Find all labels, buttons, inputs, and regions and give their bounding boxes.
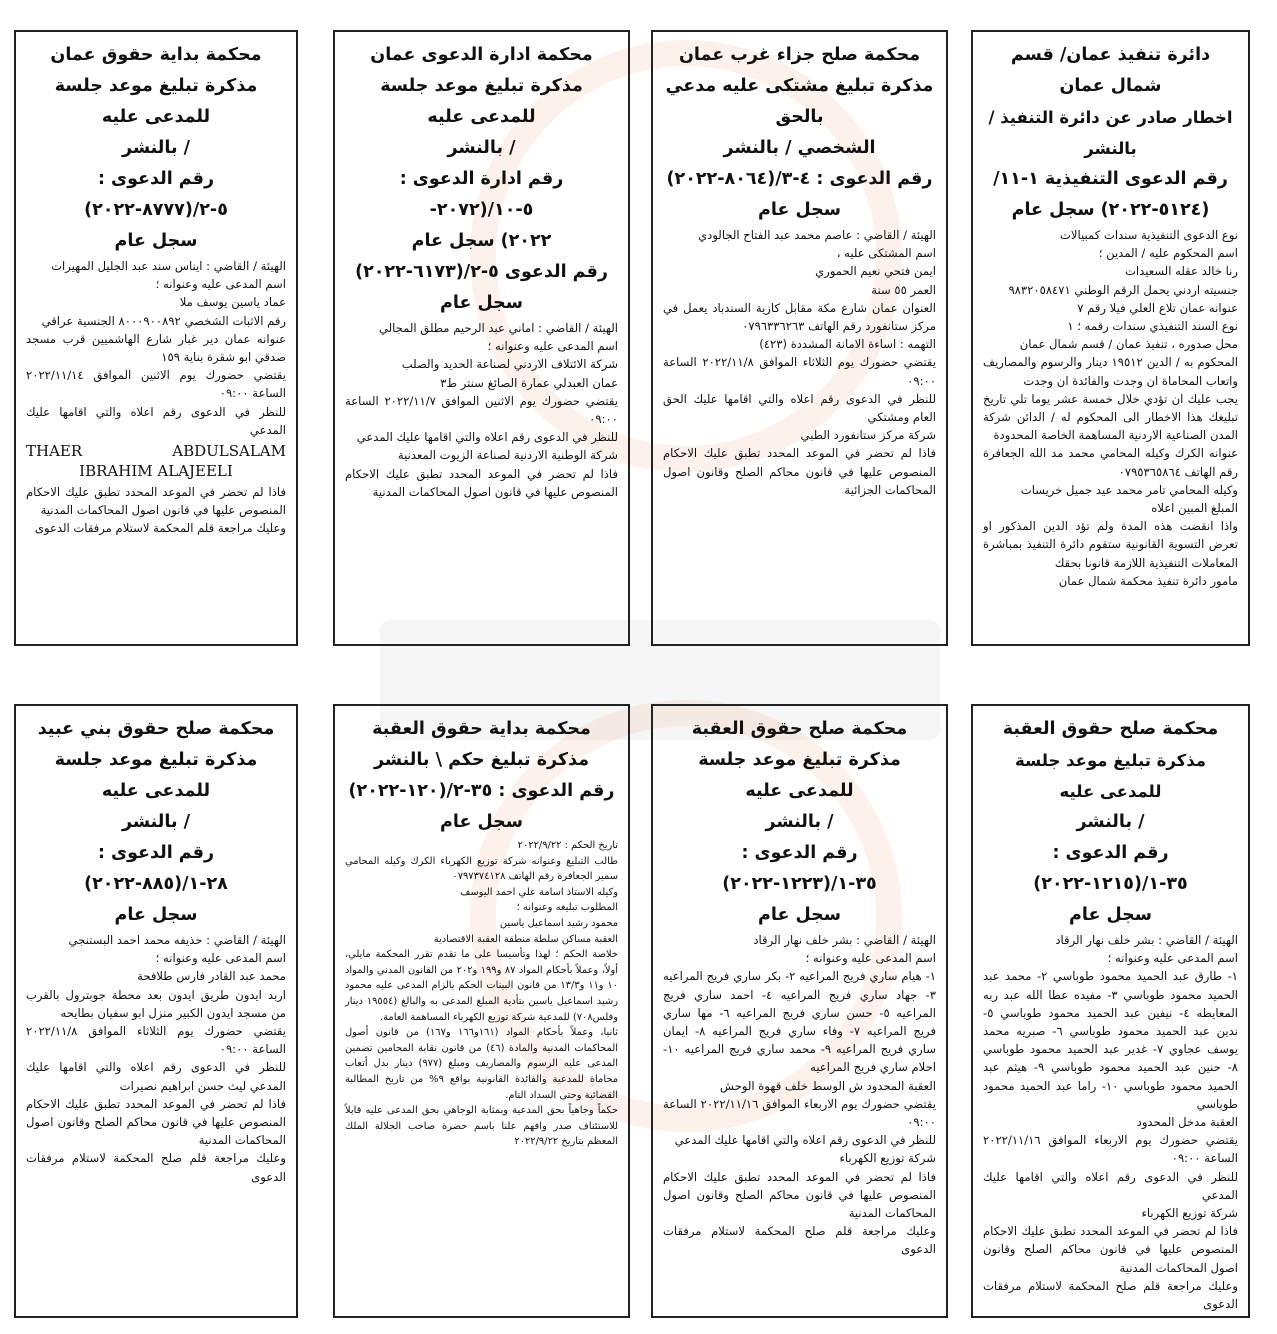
notice-heading: / بالنشر: [447, 138, 516, 158]
latin-name-part: ABDULSALAM: [172, 442, 286, 461]
notice-heading: مذكرة تبليغ حكم \ بالنشر: [373, 750, 590, 770]
notice-text: عنوانه عمان تلاع العلي فيلا رقم ٧: [1077, 300, 1238, 315]
notice-text: العمر ٥٥ سنة: [871, 282, 936, 297]
notice-heading: محكمة بداية حقوق العقبة: [372, 719, 591, 739]
notice-heading: مذكرة تبليغ موعد جلسة للمدعى عليه: [698, 750, 901, 801]
notice-text: فاذا لم تحضر في الموعد المحدد تطبق عليك الاحكام المنصوص عليها في قانون محاكم الصلح وقانون اصول المحاكمات المدنية: [26, 1096, 286, 1148]
notice-heading: / بالنشر: [121, 812, 191, 832]
notice-text: فاذا لم تحضر في الموعد المحدد تطبق عليك الاحكام المنصوص عليها في قانون محاكم الصلح وقانون اصول المحاكمات الجزائية: [663, 446, 936, 497]
notice-heading: رقم الدعوى ٥-٢/(٦١٧٣-٢٠٢٢): [355, 262, 608, 282]
notice-text: رنا خالد عقله السعيدات: [1125, 264, 1238, 279]
notice-text: للنظر في الدعوى رقم اعلاه والتي اقامها عليك المدعي: [983, 1169, 1238, 1202]
notice-heading: مذكرة تبليغ موعد جلسة للمدعى عليه: [54, 750, 258, 801]
notice-text: اسم المحكوم عليه / المدين ؛: [1098, 246, 1238, 261]
notice-heading: اخطار صادر عن دائرة التنفيذ / بالنشر: [988, 108, 1233, 158]
notice-text: وعليك مراجعة قلم صلح المحكمة لاستلام مرفقات الدعوى: [663, 1224, 936, 1257]
notice-heading: رقم الدعوى : ٣٥-١/(١٢١٥-٢٠٢٢): [1033, 843, 1188, 894]
notice-text: محمد عبد القادر فارس طلافحة: [137, 969, 286, 984]
notice-text: الهيئة / القاضي : بشر خلف نهار الرقاد: [753, 933, 936, 947]
notice-heading: رقم الدعوى : ٤-٣/(٨٠٦٤-٢٠٢٢): [666, 169, 933, 189]
notice-text: وعليك مراجعة قلم المحكمة لاستلام مرفقات الدعوى: [34, 521, 286, 536]
notice-text: العقبة مساكن سلطة منطقة العقبة الاقتصادية: [433, 933, 618, 945]
notice-text: يقتضي حضورك يوم الثلاثاء الموافق ٢٠٢٢/١١/٨ الساعة ٠٩:٠٠: [26, 1024, 286, 1057]
notice-text: للنظر في الدعوى رقم اعلاه والتي اقامها عليك المدعي: [356, 430, 618, 445]
notice-text: وعليك مراجعة قلم صلح المحكمة لاستلام مرفقات الدعوى: [983, 1278, 1238, 1312]
notice-text: حكماً وجاهياً بحق المدعية وبمثابة الوجاهي بحق المدعى عليه قابلاً للاستئناف صدر وافهم علنا باسم حضرة صاحب الجلالة الملك المعظم بتاريخ ٢٠٢٢/٩/٢٢: [345, 1105, 618, 1148]
notice-text: واذا انقضت هذه المدة ولم تؤد الدين المذكور او تعرض التسوية القانونية ستقوم دائرة التنفيذ بمباشرة المعاملات التنفيذية اللازمة قانونا بحقك: [983, 519, 1238, 570]
notice-aqaba-magistrate-1215: [971, 704, 1250, 1318]
notice-text: الهيئة / القاضي : ايناس سند عبد الجليل المهيرات: [51, 259, 286, 273]
notice-heading: الشخصي / بالنشر: [723, 138, 876, 158]
notice-heading: سجل عام: [440, 293, 523, 313]
notice-text: عماد ياسين يوسف ملا: [179, 295, 286, 310]
notice-text: رقم الاثبات الشخصي ٨٠٠٠٩٠٠٨٩٢ الجنسية عراقي: [41, 313, 286, 328]
notice-heading: سجل عام: [758, 200, 841, 220]
notice-text: عمان العبدلي عمارة الصائغ سنتر ط٣: [440, 375, 618, 390]
notice-amman-case-management: [333, 30, 630, 646]
notice-heading: مذكرة تبليغ موعد جلسة للمدعى عليه: [54, 76, 258, 127]
notice-text: وكيله الاستاذ اسامة علي احمد اليوسف: [460, 886, 618, 898]
notice-heading: سجل عام: [440, 812, 523, 832]
notice-text: للنظر في الدعوى رقم اعلاه والتي اقامها عليك المدعي ليث حسن ابراهيم نصيرات: [26, 1060, 286, 1093]
notice-text: نوع الدعوى التنفيذية سندات كمبيالات: [1059, 228, 1238, 242]
notice-amman-execution: [971, 30, 1250, 646]
notice-text: يقتضي حضورك يوم الاثنين الموافق ٢٠٢٢/١١/١٤ الساعة ٠٩:٠٠: [26, 368, 286, 401]
notice-text: يقتضي حضورك يوم الاثنين الموافق ٢٠٢٢/١١/٧ الساعة ٠٩:٠٠: [345, 393, 618, 427]
notice-heading: رقم الدعوى التنفيذية ١-١١/: [993, 169, 1228, 189]
notice-text: وكيله المحامي تامر محمد عيد جميل خريسات: [1020, 482, 1238, 497]
notice-text: الهيئة / القاضي : اماني عبد الرحيم مطلق المجالي: [378, 321, 618, 335]
notice-text: يجب عليك ان تؤدي خلال خمسة عشر يوما تلي تاريخ تبليغك هذا الاخطار الى المحكوم له / الدائن شركة المدن الصناعية الاردنية المساهمة الخاصة المحدودة: [983, 391, 1238, 443]
notice-heading: مذكرة تبليغ موعد جلسة للمدعى عليه: [1014, 751, 1207, 801]
notice-aqaba-magistrate-1223: [651, 704, 948, 1318]
notice-text: يقتضي حضورك يوم الثلاثاء الموافق ٢٠٢٢/١١/٨ الساعة ٠٩:٠٠: [663, 355, 936, 388]
notice-text: فاذا لم تحضر في الموعد المحدد تطبق عليك الاحكام المنصوص عليها في قانون اصول المحاكمات المدنية: [26, 485, 286, 518]
notice-text: اسم المدعى عليه وعنوانه ؛: [155, 951, 286, 966]
notice-text: عنوانه الكرك وكيله المحامي محمد مد الله الجعافرة رقم الهاتف ٠٧٩٥٣٦٥٨٦٤: [983, 446, 1238, 479]
notice-text: اسم المدعى عليه وعنوانه ؛: [805, 951, 936, 966]
notice-text: شركة الوطنية الاردنية لصناعة الزيوت المعدنية: [397, 448, 618, 463]
notice-text: التهمه : اساءة الامانة المشددة (٤٢٣): [759, 337, 936, 352]
notice-heading: محكمة بداية حقوق عمان: [50, 45, 262, 65]
notice-bani-obeid-magistrate: [14, 704, 298, 1318]
notice-heading: محكمة صلح حقوق بني عبيد: [37, 719, 275, 739]
notice-text: الهيئة / القاضي : بشر خلف نهار الرقاد: [1055, 933, 1238, 947]
notice-text: اسم المشتكى عليه ،: [836, 246, 936, 261]
notice-text: للنظر في الدعوى رقم اعلاه والتي اقامها عليك المدعي: [674, 1133, 936, 1148]
latin-name-part: THAER: [26, 442, 83, 461]
notice-text: يقتضي حضورك يوم الاربعاء الموافق ٢٠٢٢/١١/١٦ الساعة ٠٩:٠٠: [983, 1133, 1238, 1166]
notice-heading: رقم الدعوى : ٢٨-١/(٨٨٥-٢٠٢٢): [84, 843, 228, 894]
notice-text: فاذا لم تحضر في الموعد المحدد تطبق عليك الاحكام المنصوص عليها في قانون اصول المحاكمات المدنية: [345, 466, 618, 499]
notice-text: المحكوم به / الدين ١٩٥١٢ دينار والرسوم والمصاريف واتعاب المحاماة ان وجدت والفائدة ان وجدت: [983, 355, 1238, 388]
notice-west-amman-criminal: [651, 30, 948, 646]
notice-text: الهيئة / القاضي : حذيفه محمد احمد البستنجي: [68, 933, 286, 947]
notice-text: المطلوب تبليغه وعنوانه ؛: [516, 902, 618, 914]
notice-text: تاريخ الحكم : ٢٠٢٢/٩/٢٢: [517, 840, 618, 851]
notice-text: محمود رشيد اسماعيل ياسين: [499, 917, 618, 929]
notice-heading: سجل عام: [114, 231, 198, 251]
notice-heading: سجل عام: [758, 905, 841, 925]
notice-text: ايمن فتحي نعيم الحموري: [815, 264, 936, 279]
notice-heading: رقم الدعوى : ٥-٢/(٨٧٧٧-٢٠٢٢): [84, 169, 228, 220]
notice-text: الهيئة / القاضي : عاصم محمد عبد الفتاح الجالودي: [698, 228, 936, 242]
notice-text: ثانيا، وعملاً بأحكام المواد (١٦١و١٦٦ و١٦٧) من قانون أصول المحاكمات المدنية والمادة (٤٦) من قانون نقابة المحامين تضمين المدعى عليه الرسوم والمصاريف ومبلغ (٩٧٧) دينار بدل أتعاب محاماة للمدعية والفائدة القانونية بواقع ٩% من تاريخ المطالبة القضائية وحتى السداد التام.: [345, 1027, 619, 1101]
notice-text: ١- هيام ساري فريج المراعيه ٢- بكر ساري فريج المراعيه ٣- جهاد ساري فريج المراعيه ٤- احمد ساري فريج المراعيه ٥- حسن ساري فريج المراعيه ٦- مها ساري فريج المراعيه ٧- وفاء ساري فريج المراعيه ٨- ايمان ساري فريج المراعيه ٩- محمد ساري فريج المراعيه ١٠- احلام ساري فريج المراعيه: [663, 969, 936, 1075]
notice-text: العقبة مدخل المحدود: [1136, 1115, 1238, 1130]
latin-name-part: IBRAHIM ALAJEELI: [79, 462, 233, 481]
notice-heading: رقم الدعوى : ٣٥-٢/(١٢٠-٢٠٢٢): [348, 781, 615, 801]
notice-text: اسم المدعى عليه وعنوانه ؛: [155, 277, 286, 292]
notice-text: العقبة المحدود ش الوسط خلف قهوة الوحش: [719, 1078, 936, 1093]
notice-heading: / بالنشر: [765, 812, 834, 832]
notice-text: شركة الائتلاف الاردني لصناعة الحديد والصلب: [401, 357, 618, 372]
notice-text: فاذا لم تحضر في الموعد المحدد تطبق عليك الاحكام المنصوص عليها في قانون محاكم الصلح وقانون اصول المحاكمات المدنية: [983, 1224, 1238, 1275]
notice-heading: / بالنشر: [121, 138, 191, 158]
notice-heading: محكمة صلح جزاء غرب عمان: [678, 45, 921, 65]
notice-heading: سجل عام: [114, 905, 198, 925]
notice-heading: رقم ادارة الدعوى : ٥-١٠/(٢٠٧٢-: [399, 169, 564, 220]
notice-text: خلاصة الحكم ؛ لهذا وتأسيسا على ما تقدم تقرر المحكمة مايلي، أولاً، وعملاً بأحكام المواد ٨٧ و١٩٩ و٢٠٢ من القانون المدني والمواد ١٠ و١١ و١٣/٣ من قانون البينات الحكم بالزام المدعى عليه محمود رشيد اسماعيل ياسين بتأدية المبلغ المدعى به والبالغ (١٩٥٥٤ دينار وفلس٧٠٨) للمدعية شركة توزيع الكهرباء المساهمة العامة.: [345, 949, 618, 1023]
plaintiff-latin-name: [26, 441, 286, 481]
notice-text: طالب التبليغ وعنوانه شركة توزيع الكهرباء الكرك وكيله المحامي سمير الجعافرة رقم الهاتف ٠٧٩٧٣٧٤١٢٨: [345, 855, 618, 883]
notice-text: شركة توزيع الكهرباء: [839, 1151, 936, 1166]
notice-heading: محكمة صلح حقوق العقبة: [691, 719, 908, 739]
notice-text: اسم المدعى عليه وعنوانه ؛: [487, 339, 618, 354]
notice-text: شركة مركز ستانفورد الطبي: [800, 428, 936, 443]
notice-heading: / بالنشر: [1076, 812, 1145, 832]
notice-text: فاذا لم تحضر في الموعد المحدد تطبق عليك الاحكام المنصوص عليها في قانون محاكم الصلح وقانون اصول المحاكمات المدنية: [663, 1169, 936, 1221]
notice-heading: محكمة صلح حقوق العقبة: [1002, 719, 1219, 739]
notice-heading: محكمة ادارة الدعوى عمان: [370, 45, 593, 65]
notice-heading: رقم الدعوى : ٣٥-١/(١٢٢٣-٢٠٢٢): [722, 843, 877, 894]
notice-text: نوع السند التنفيذي سندات رقمه ؛ ١: [1067, 319, 1238, 334]
notice-text: جنسيته اردني يحمل الرقم الوطني ٩٨٣٢٠٥٨٤٧١: [1008, 282, 1238, 297]
notice-aqaba-first-instance-judgment: [333, 704, 630, 1318]
notice-heading: مذكرة تبليغ مشتكى عليه مدعي بالحق: [665, 76, 934, 127]
notice-text: محل صدوره ، تنفيذ عمان / قسم شمال عمان: [1019, 337, 1238, 352]
notice-signature: مامور دائرة تنفيذ محكمة شمال عمان: [1058, 573, 1238, 588]
notice-text: اربد ايدون طريق ايدون بعد محطة جوبترول بالقرب من مسجد ايدون الكبير منزل ابو سفيان بطايحه: [26, 987, 286, 1020]
notice-heading: سجل عام: [1069, 905, 1152, 925]
notice-text: وعليك مراجعة قلم صلح المحكمة لاستلام مرفقات الدعوى: [26, 1151, 286, 1184]
notice-text: ١- طارق عبد الحميد محمود طوباسي ٢- محمد عبد الحميد محمود طوباسي ٣- مفيده عطا الله عبد ربه المعايطه ٤- نيفين عبد الحميد محمود طوباسي ٥- ندين عبد الحميد محمود طوباسي ٦- صبريه محمد يوسف عجاوي ٧- غدير عبد الحميد محمود طوباسي ٨- حنين عبد الحميد محمود طوباسي ٩- هيثم عبد الحميد محمود طوباسي ١٠- راما عبد الحميد محمود طوباسي: [983, 969, 1239, 1111]
notice-text: المبلغ المبين اعلاه: [1151, 501, 1238, 516]
notice-heading: دائرة تنفيذ عمان/ قسم شمال عمان: [1010, 45, 1211, 96]
notice-heading: ٢٠٢٢) سجل عام: [411, 231, 552, 251]
notice-text: شركة توزيع الكهرباء: [1141, 1206, 1238, 1221]
notice-text: اسم المدعى عليه وعنوانه ؛: [1107, 951, 1238, 966]
notice-heading: (٥١٢٤-٢٠٢٢) سجل عام: [1011, 200, 1210, 220]
notice-heading: مذكرة تبليغ موعد جلسة للمدعى عليه: [380, 76, 583, 127]
notice-text: العنوان عمان شارع مكة مقابل كازية السندباد يعمل في مركز ستانفورد رقم الهاتف ٠٧٩٦٣٣٦٢٦٣: [663, 300, 936, 334]
notice-text: عنوانه عمان دير غبار شارع الهاشميين قرب مسجد صدقي ابو شقرة بناية ١٥٩: [26, 331, 286, 365]
notice-text: للنظر في الدعوى رقم اعلاه والتي اقامها عليك المدعي: [26, 404, 286, 437]
notice-amman-first-instance: [14, 30, 298, 646]
notice-text: يقتضي حضورك يوم الاربعاء الموافق ٢٠٢٢/١١/١٦ الساعة ٠٩:٠٠: [663, 1096, 936, 1130]
notice-text: للنظر في الدعوى رقم اعلاه والتي اقامها عليك الحق العام ومشتكي: [663, 391, 936, 425]
